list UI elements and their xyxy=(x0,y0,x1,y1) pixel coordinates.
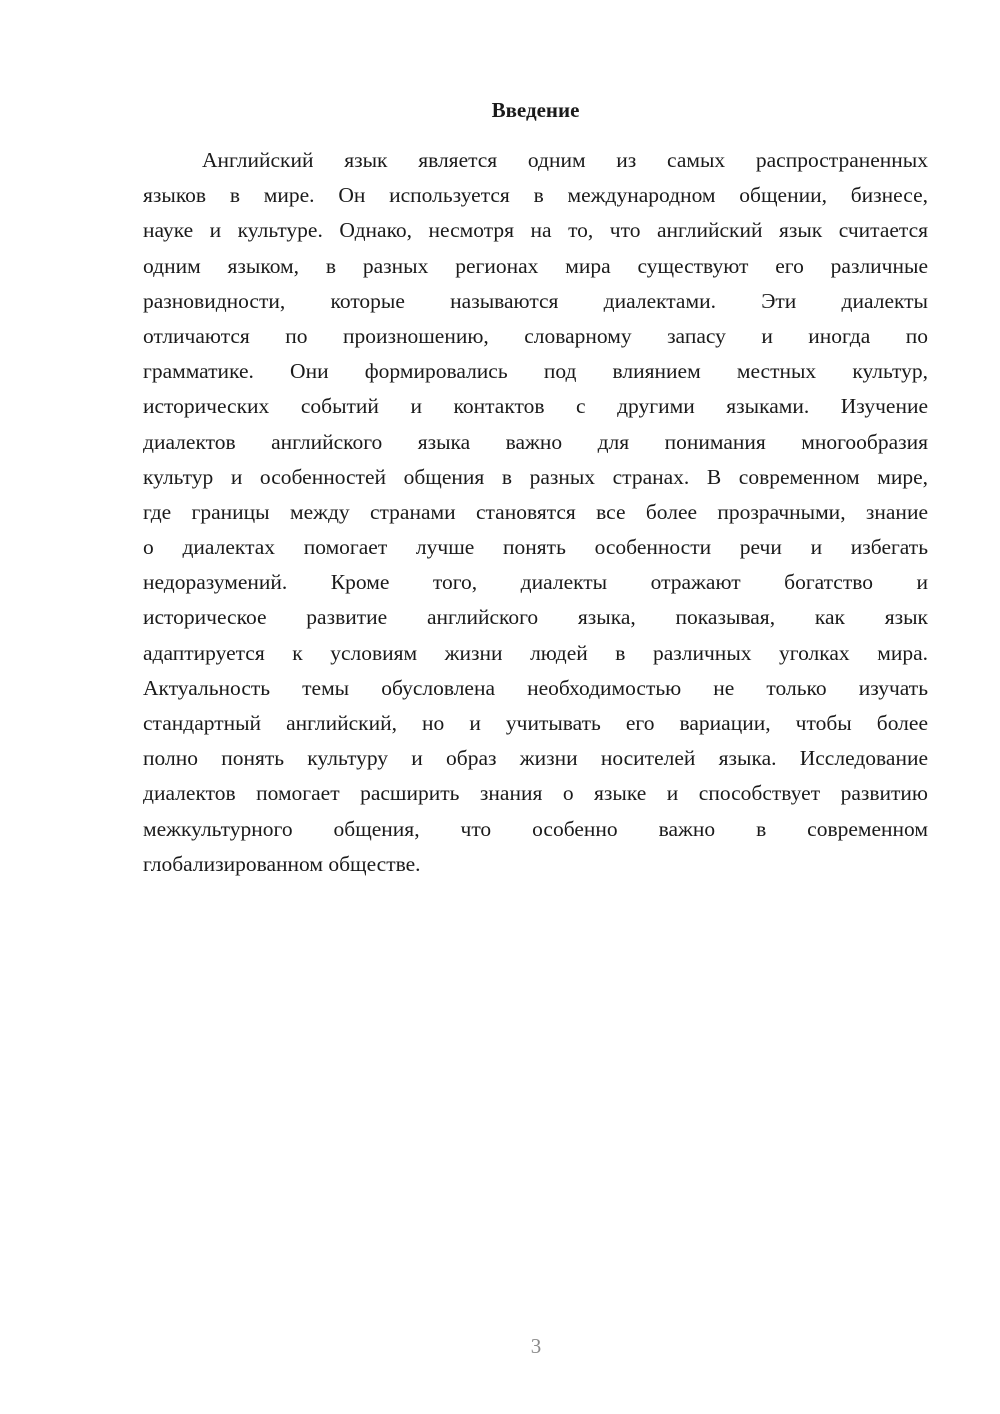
paragraph-line: культур и особенностей общения в разных странах. В современном мире, xyxy=(143,464,928,489)
paragraph-line: одним языком, в разных регионах мира существуют его различные xyxy=(143,253,928,278)
paragraph-line: межкультурного общения, что особенно важно в современном xyxy=(143,816,928,841)
paragraph-line: диалектов помогает расширить знания о языке и способствует развитию xyxy=(143,781,928,806)
paragraph-line: диалектов английского языка важно для понимания многообразия xyxy=(143,429,928,454)
paragraph-line: исторических событий и контактов с другими языками. Изучение xyxy=(143,394,928,419)
body-paragraph xyxy=(143,143,928,882)
paragraph-line: Английский язык является одним из самых распространенных xyxy=(202,148,928,172)
section-heading: Введение xyxy=(491,98,580,122)
paragraph-line: недоразумений. Кроме того, диалекты отражают богатство и xyxy=(143,570,928,595)
paragraph-line: науке и культуре. Однако, несмотря на то, что английский язык считается xyxy=(143,218,928,243)
paragraph-line: Актуальность темы обусловлена необходимостью не только изучать xyxy=(143,675,928,700)
paragraph-line: адаптируется к условиям жизни людей в различных уголках мира. xyxy=(143,640,928,665)
paragraph-line: стандартный английский, но и учитывать его вариации, чтобы более xyxy=(143,711,928,735)
paragraph-line: глобализированном обществе. xyxy=(143,851,421,876)
page-number: 3 xyxy=(530,1334,542,1358)
paragraph-line: историческое развитие английского языка, показывая, как язык xyxy=(143,605,928,630)
paragraph-line: где границы между странами становятся все более прозрачными, знание xyxy=(143,499,928,524)
paragraph-line: грамматике. Они формировались под влиянием местных культур, xyxy=(143,359,928,384)
paragraph-line: языков в мире. Он используется в международном общении, бизнесе, xyxy=(143,183,928,208)
paragraph-line: отличаются по произношению, словарному запасу и иногда по xyxy=(143,323,928,348)
paragraph-line: полно понять культуру и образ жизни носителей языка. Исследование xyxy=(143,746,928,771)
paragraph-line: о диалектах помогает лучше понять особенности речи и избегать xyxy=(143,535,928,560)
paragraph-line: разновидности, которые называются диалектами. Эти диалекты xyxy=(143,288,928,313)
